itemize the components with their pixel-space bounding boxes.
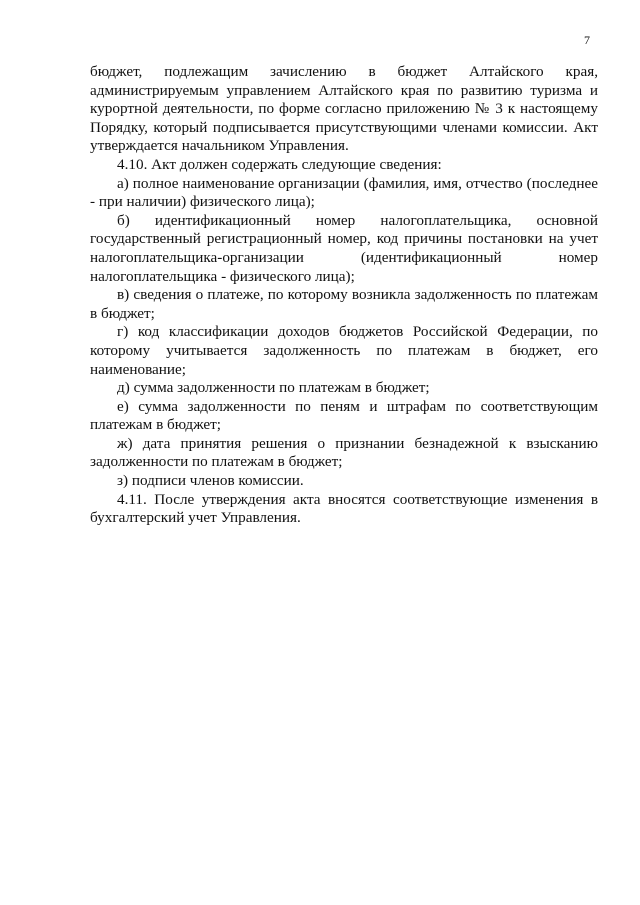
list-item-zh: ж) дата принятия решения о признании безнадежной к взысканию задолженности по платежам в бюджет; — [90, 434, 598, 471]
list-item-v: в) сведения о платеже, по которому возникла задолженность по платежам в бюджет; — [90, 286, 598, 322]
list-item-a: а) полное наименование организации (фамилия, имя, отчество (последнее - при наличии) физического лица); — [90, 174, 598, 211]
list-item-g: г) код классификации доходов бюджетов Российской Федерации, по которому учитывается задолженность по платежам в бюджет, его наименование; — [90, 323, 598, 378]
list-item-b: б) идентификационный номер налогоплательщика, основной государственный регистрационный номер, код причины постановки на учет налогоплательщика-организации (идентификационный номер налогоплательщика - физического лица); — [90, 211, 598, 285]
paragraph-continuation: бюджет, подлежащим зачислению в бюджет Алтайского края, администрируемым управлением Алтайского края по развитию туризма и курортной деятельности, по форме согласно приложению № 3 к настоящему Порядку, который подписывается присутствующими членами комиссии. Акт утверждается начальником Управления. — [90, 63, 598, 155]
paragraph-4-11: 4.11. После утверждения акта вносятся соответствующие изменения в бухгалтерский учет Управления. — [90, 490, 598, 527]
page-number: 7 — [584, 33, 590, 47]
paragraph-4-10: 4.10. Акт должен содержать следующие сведения: — [117, 155, 442, 173]
list-item-e: е) сумма задолженности по пеням и штрафам по соответствующим платежам в бюджет; — [90, 397, 598, 434]
list-item-d: д) сумма задолженности по платежам в бюджет; — [117, 379, 430, 397]
document-body — [90, 63, 598, 528]
list-item-z: з) подписи членов комиссии. — [117, 472, 304, 490]
